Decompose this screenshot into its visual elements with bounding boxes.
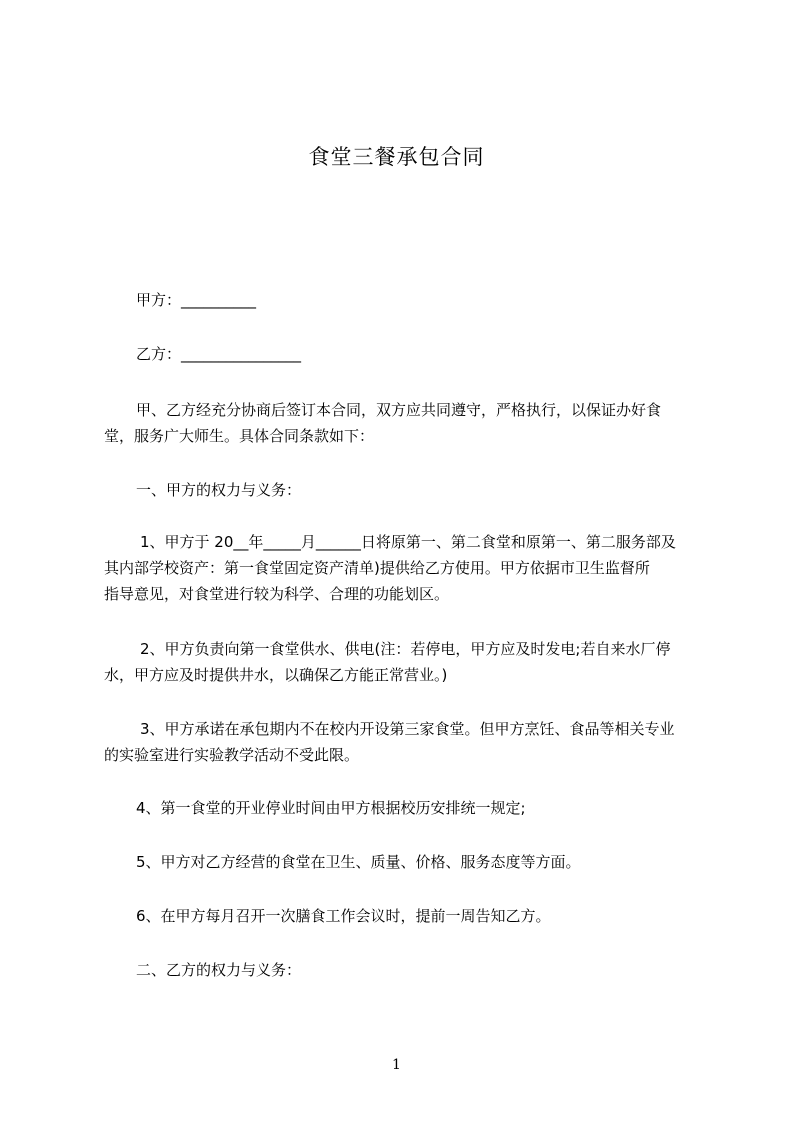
party-a-line: 甲方：__________ (136, 291, 257, 309)
page-number: 1 (392, 1057, 401, 1073)
party-b-line: 乙方：________________ (136, 345, 302, 363)
clause-3-line-1: 3、甲方承诺在承包期内不在校内开设第三家食堂。但甲方烹饪、食品等相关专业 (140, 720, 675, 738)
preamble-line-1: 甲、乙方经充分协商后签订本合同，双方应共同遵守，严格执行，以保证办好食 (136, 401, 662, 419)
clause-5: 5、甲方对乙方经营的食堂在卫生、质量、价格、服务态度等方面。 (136, 853, 581, 871)
clause-4: 4、第一食堂的开业停业时间由甲方根据校历安排统一规定; (136, 799, 526, 817)
clause-1-line-1: 1、甲方于 20__年_____月______日将原第一、第二食堂和原第一、第二服务部及 (140, 533, 676, 551)
clause-1-line-3: 指导意见，对食堂进行较为科学、合理的功能划区。 (104, 585, 450, 603)
clause-2-line-2: 水，甲方应及时提供井水，以确保乙方能正常营业。) (104, 666, 448, 684)
clause-3-line-2: 的实验室进行实验教学活动不受此限。 (104, 746, 360, 764)
clause-2-line-1: 2、甲方负责向第一食堂供水、供电(注：若停电，甲方应及时发电;若自来水厂停 (140, 640, 671, 658)
document-title: 食堂三餐承包合同 (308, 145, 485, 169)
preamble-line-2: 堂，服务广大师生。具体合同条款如下： (104, 427, 375, 445)
section-2-heading: 二、乙方的权力与义务： (136, 961, 302, 979)
section-1-heading: 一、甲方的权力与义务： (136, 481, 302, 499)
clause-6: 6、在甲方每月召开一次膳食工作会议时，提前一周告知乙方。 (136, 907, 551, 925)
clause-1-line-2: 其内部学校资产：第一食堂固定资产清单)提供给乙方使用。甲方依据市卫生监督所 (104, 559, 650, 577)
